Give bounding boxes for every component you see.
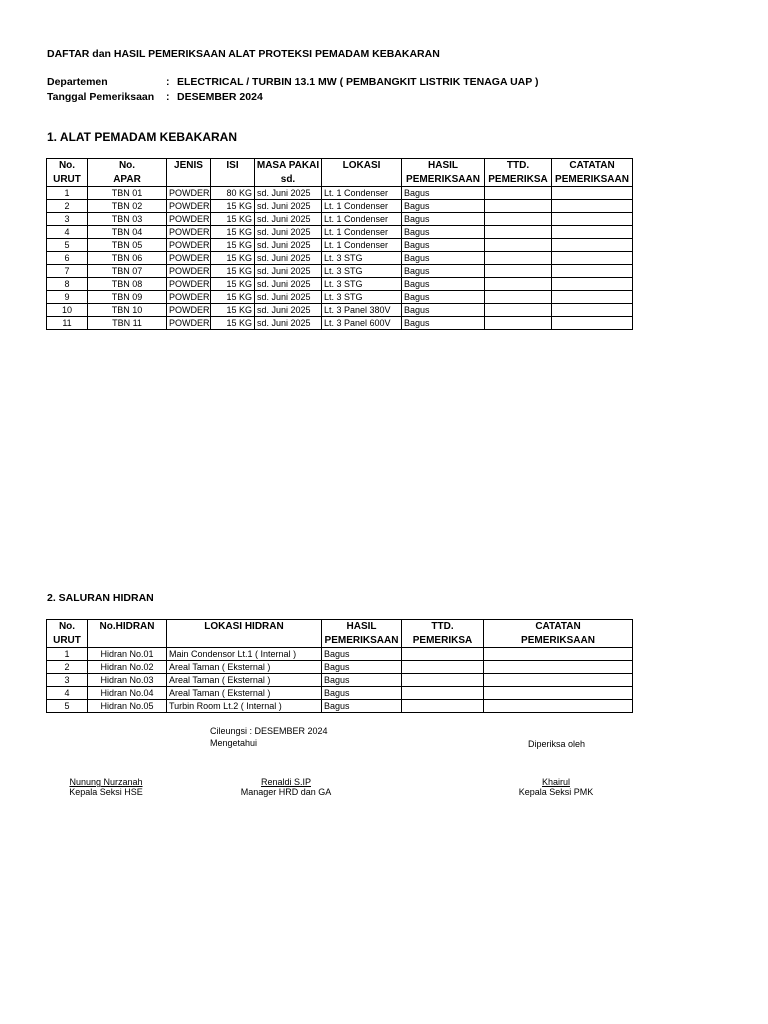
apar-header-cell: JENIS xyxy=(167,159,211,187)
apar-row-cell-lokasi: Lt. 1 Condenser xyxy=(322,239,402,252)
apar-header-row xyxy=(47,159,633,187)
apar-row-cell-isi: 15 KG xyxy=(211,317,255,330)
hidran-header-cell: No.HIDRAN xyxy=(88,620,167,648)
apar-row-cell-catatan xyxy=(552,304,633,317)
apar-row-cell-ttd xyxy=(485,317,552,330)
apar-row-cell-ttd xyxy=(485,252,552,265)
apar-row-cell-isi: 15 KG xyxy=(211,226,255,239)
apar-row-cell-catatan xyxy=(552,265,633,278)
section2-title: 2. SALURAN HIDRAN xyxy=(47,592,154,604)
apar-row-cell-catatan xyxy=(552,239,633,252)
apar-row-cell-ttd xyxy=(485,213,552,226)
apar-row-cell-hasil: Bagus xyxy=(402,317,485,330)
signatory-hrd xyxy=(226,777,346,797)
apar-row-cell-masa: sd. Juni 2025 xyxy=(255,291,322,304)
apar-header-cell: No. URUT xyxy=(47,159,88,187)
apar-row-cell-catatan xyxy=(552,252,633,265)
tanggal-row xyxy=(47,91,647,105)
apar-row-cell-catatan xyxy=(552,317,633,330)
apar-row-cell-no: 4 xyxy=(47,226,88,239)
apar-row-cell-no: 3 xyxy=(47,213,88,226)
apar-row-cell-hasil: Bagus xyxy=(402,278,485,291)
hidran-row-cell-catatan xyxy=(484,687,633,700)
place-date: Cileungsi : DESEMBER 2024 xyxy=(210,726,328,736)
apar-row-cell-catatan xyxy=(552,278,633,291)
apar-row-cell-catatan xyxy=(552,200,633,213)
apar-row-cell-hasil: Bagus xyxy=(402,213,485,226)
hidran-row-cell-hidran: Hidran No.05 xyxy=(88,700,167,713)
apar-row-cell-masa: sd. Juni 2025 xyxy=(255,187,322,200)
departemen-label: Departemen xyxy=(47,76,108,88)
hidran-header-cell: CATATAN PEMERIKSAAN xyxy=(484,620,633,648)
apar-row-cell-ttd xyxy=(485,265,552,278)
apar-row-cell-isi: 15 KG xyxy=(211,265,255,278)
apar-row-cell-lokasi: Lt. 3 Panel 600V xyxy=(322,317,402,330)
apar-row-cell-no: 11 xyxy=(47,317,88,330)
hidran-row-cell-hasil: Bagus xyxy=(322,700,402,713)
apar-row-cell-catatan xyxy=(552,187,633,200)
apar-row-cell-jenis: POWDER xyxy=(167,239,211,252)
signatory-title: Kepala Seksi HSE xyxy=(69,787,143,797)
apar-row-cell-masa: sd. Juni 2025 xyxy=(255,317,322,330)
apar-row-cell-lokasi: Lt. 3 Panel 380V xyxy=(322,304,402,317)
signatory-name: Renaldi S.IP xyxy=(260,777,312,787)
apar-row-cell-apar: TBN 07 xyxy=(88,265,167,278)
apar-row-cell-lokasi: Lt. 3 STG xyxy=(322,291,402,304)
apar-row-cell-hasil: Bagus xyxy=(402,291,485,304)
hidran-row xyxy=(47,700,633,713)
apar-row-cell-isi: 15 KG xyxy=(211,278,255,291)
apar-header-cell: No. APAR xyxy=(88,159,167,187)
signatory-title: Kepala Seksi PMK xyxy=(518,787,594,797)
departemen-value: ELECTRICAL / TURBIN 13.1 MW ( PEMBANGKIT LISTRIK TENAGA UAP ) xyxy=(177,76,539,88)
hidran-row-cell-catatan xyxy=(484,700,633,713)
apar-row-cell-apar: TBN 08 xyxy=(88,278,167,291)
apar-row-cell-ttd xyxy=(485,200,552,213)
apar-row-cell-lokasi: Lt. 1 Condenser xyxy=(322,187,402,200)
apar-row-cell-jenis: POWDER xyxy=(167,304,211,317)
hidran-row-cell-lokasi: Areal Taman ( Eksternal ) xyxy=(167,674,322,687)
apar-header-cell: TTD. PEMERIKSA xyxy=(485,159,552,187)
apar-row-cell-ttd xyxy=(485,291,552,304)
apar-row-cell-ttd xyxy=(485,239,552,252)
hidran-row xyxy=(47,687,633,700)
apar-row-cell-no: 8 xyxy=(47,278,88,291)
apar-row-cell-lokasi: Lt. 3 STG xyxy=(322,278,402,291)
hidran-row xyxy=(47,648,633,661)
apar-row-cell-apar: TBN 10 xyxy=(88,304,167,317)
hidran-row xyxy=(47,661,633,674)
hidran-row-cell-ttd xyxy=(402,661,484,674)
apar-row-cell-masa: sd. Juni 2025 xyxy=(255,278,322,291)
hidran-row-cell-hasil: Bagus xyxy=(322,648,402,661)
hidran-row-cell-no: 3 xyxy=(47,674,88,687)
hidran-header-row xyxy=(47,620,633,648)
apar-row-cell-catatan xyxy=(552,226,633,239)
apar-row-cell-apar: TBN 02 xyxy=(88,200,167,213)
apar-row xyxy=(47,291,633,304)
apar-row-cell-apar: TBN 04 xyxy=(88,226,167,239)
apar-row xyxy=(47,226,633,239)
apar-row-cell-lokasi: Lt. 1 Condenser xyxy=(322,213,402,226)
apar-row-cell-ttd xyxy=(485,304,552,317)
hidran-row-cell-hasil: Bagus xyxy=(322,674,402,687)
apar-row-cell-hasil: Bagus xyxy=(402,252,485,265)
signatory-title: Manager HRD dan GA xyxy=(240,787,332,797)
apar-row xyxy=(47,304,633,317)
hidran-row-cell-lokasi: Areal Taman ( Eksternal ) xyxy=(167,661,322,674)
apar-row-cell-no: 10 xyxy=(47,304,88,317)
apar-row xyxy=(47,265,633,278)
apar-row-cell-masa: sd. Juni 2025 xyxy=(255,200,322,213)
apar-row xyxy=(47,213,633,226)
hidran-row-cell-no: 4 xyxy=(47,687,88,700)
apar-header-cell: HASIL PEMERIKSAAN xyxy=(402,159,485,187)
apar-row-cell-catatan xyxy=(552,291,633,304)
apar-row xyxy=(47,278,633,291)
apar-row xyxy=(47,252,633,265)
hidran-table xyxy=(46,619,633,713)
apar-row xyxy=(47,239,633,252)
apar-row-cell-isi: 15 KG xyxy=(211,291,255,304)
apar-row-cell-lokasi: Lt. 3 STG xyxy=(322,265,402,278)
hidran-row-cell-hidran: Hidran No.02 xyxy=(88,661,167,674)
apar-table xyxy=(46,158,633,330)
apar-row-cell-hasil: Bagus xyxy=(402,226,485,239)
departemen-separator: : xyxy=(166,76,170,88)
hidran-row-cell-no: 2 xyxy=(47,661,88,674)
apar-row-cell-isi: 15 KG xyxy=(211,200,255,213)
apar-row-cell-masa: sd. Juni 2025 xyxy=(255,252,322,265)
apar-row-cell-ttd xyxy=(485,278,552,291)
signatory-pmk xyxy=(496,777,616,797)
hidran-row-cell-ttd xyxy=(402,700,484,713)
hidran-row-cell-ttd xyxy=(402,687,484,700)
diperiksa-label: Diperiksa oleh xyxy=(528,739,586,749)
apar-row-cell-jenis: POWDER xyxy=(167,252,211,265)
hidran-row-cell-catatan xyxy=(484,648,633,661)
apar-row-cell-isi: 15 KG xyxy=(211,239,255,252)
apar-header-cell: CATATAN PEMERIKSAAN xyxy=(552,159,633,187)
apar-row-cell-lokasi: Lt. 3 STG xyxy=(322,252,402,265)
tanggal-label: Tanggal Pemeriksaan xyxy=(47,91,155,103)
departemen-row xyxy=(47,76,647,90)
apar-row xyxy=(47,317,633,330)
tanggal-separator: : xyxy=(166,91,170,103)
hidran-row-cell-hidran: Hidran No.04 xyxy=(88,687,167,700)
hidran-row-cell-hasil: Bagus xyxy=(322,687,402,700)
section1-title: 1. ALAT PEMADAM KEBAKARAN xyxy=(47,130,237,144)
apar-row-cell-masa: sd. Juni 2025 xyxy=(255,213,322,226)
apar-row-cell-lokasi: Lt. 1 Condenser xyxy=(322,226,402,239)
apar-row-cell-isi: 80 KG xyxy=(211,187,255,200)
apar-row-cell-catatan xyxy=(552,213,633,226)
hidran-row-cell-catatan xyxy=(484,674,633,687)
signatory-name: Khairul xyxy=(541,777,570,787)
apar-row-cell-apar: TBN 06 xyxy=(88,252,167,265)
hidran-row-cell-lokasi: Turbin Room Lt.2 ( Internal ) xyxy=(167,700,322,713)
hidran-row-cell-ttd xyxy=(402,648,484,661)
hidran-row-cell-no: 5 xyxy=(47,700,88,713)
apar-row-cell-no: 6 xyxy=(47,252,88,265)
apar-row-cell-isi: 15 KG xyxy=(211,304,255,317)
apar-row-cell-jenis: POWDER xyxy=(167,226,211,239)
hidran-row-cell-lokasi: Main Condensor Lt.1 ( Internal ) xyxy=(167,648,322,661)
apar-row-cell-apar: TBN 11 xyxy=(88,317,167,330)
apar-row xyxy=(47,187,633,200)
apar-row-cell-no: 9 xyxy=(47,291,88,304)
apar-row-cell-ttd xyxy=(485,187,552,200)
tanggal-value: DESEMBER 2024 xyxy=(177,91,263,103)
apar-row-cell-jenis: POWDER xyxy=(167,278,211,291)
hidran-header-cell: LOKASI HIDRAN xyxy=(167,620,322,648)
hidran-row-cell-hidran: Hidran No.01 xyxy=(88,648,167,661)
apar-row-cell-isi: 15 KG xyxy=(211,213,255,226)
hidran-row-cell-catatan xyxy=(484,661,633,674)
apar-row-cell-hasil: Bagus xyxy=(402,239,485,252)
apar-row-cell-jenis: POWDER xyxy=(167,317,211,330)
apar-row xyxy=(47,200,633,213)
apar-row-cell-apar: TBN 03 xyxy=(88,213,167,226)
apar-row-cell-hasil: Bagus xyxy=(402,200,485,213)
hidran-header-cell: TTD. PEMERIKSA xyxy=(402,620,484,648)
apar-row-cell-jenis: POWDER xyxy=(167,213,211,226)
apar-row-cell-masa: sd. Juni 2025 xyxy=(255,304,322,317)
hidran-row xyxy=(47,674,633,687)
hidran-row-cell-ttd xyxy=(402,674,484,687)
apar-row-cell-no: 1 xyxy=(47,187,88,200)
apar-row-cell-hasil: Bagus xyxy=(402,265,485,278)
apar-row-cell-jenis: POWDER xyxy=(167,265,211,278)
hidran-row-cell-hidran: Hidran No.03 xyxy=(88,674,167,687)
mengetahui-label: Mengetahui xyxy=(210,738,258,748)
apar-row-cell-no: 2 xyxy=(47,200,88,213)
signatory-hse xyxy=(46,777,166,797)
apar-header-cell: MASA PAKAI sd. xyxy=(255,159,322,187)
apar-row-cell-apar: TBN 05 xyxy=(88,239,167,252)
apar-row-cell-ttd xyxy=(485,226,552,239)
apar-row-cell-lokasi: Lt. 1 Condenser xyxy=(322,200,402,213)
hidran-row-cell-hasil: Bagus xyxy=(322,661,402,674)
apar-row-cell-hasil: Bagus xyxy=(402,304,485,317)
apar-row-cell-jenis: POWDER xyxy=(167,291,211,304)
apar-row-cell-apar: TBN 09 xyxy=(88,291,167,304)
apar-row-cell-hasil: Bagus xyxy=(402,187,485,200)
apar-row-cell-no: 5 xyxy=(47,239,88,252)
hidran-header-cell: HASIL PEMERIKSAAN xyxy=(322,620,402,648)
apar-header-cell: LOKASI xyxy=(322,159,402,187)
hidran-header-cell: No. URUT xyxy=(47,620,88,648)
apar-row-cell-jenis: POWDER xyxy=(167,187,211,200)
apar-row-cell-no: 7 xyxy=(47,265,88,278)
apar-row-cell-jenis: POWDER xyxy=(167,200,211,213)
apar-row-cell-masa: sd. Juni 2025 xyxy=(255,239,322,252)
hidran-row-cell-no: 1 xyxy=(47,648,88,661)
apar-row-cell-apar: TBN 01 xyxy=(88,187,167,200)
signatory-name: Nunung Nurzanah xyxy=(69,777,143,787)
apar-row-cell-isi: 15 KG xyxy=(211,252,255,265)
document-title: DAFTAR dan HASIL PEMERIKSAAN ALAT PROTEKSI PEMADAM KEBAKARAN xyxy=(47,48,440,60)
hidran-row-cell-lokasi: Areal Taman ( Eksternal ) xyxy=(167,687,322,700)
apar-row-cell-masa: sd. Juni 2025 xyxy=(255,226,322,239)
apar-row-cell-masa: sd. Juni 2025 xyxy=(255,265,322,278)
apar-header-cell: ISI xyxy=(211,159,255,187)
